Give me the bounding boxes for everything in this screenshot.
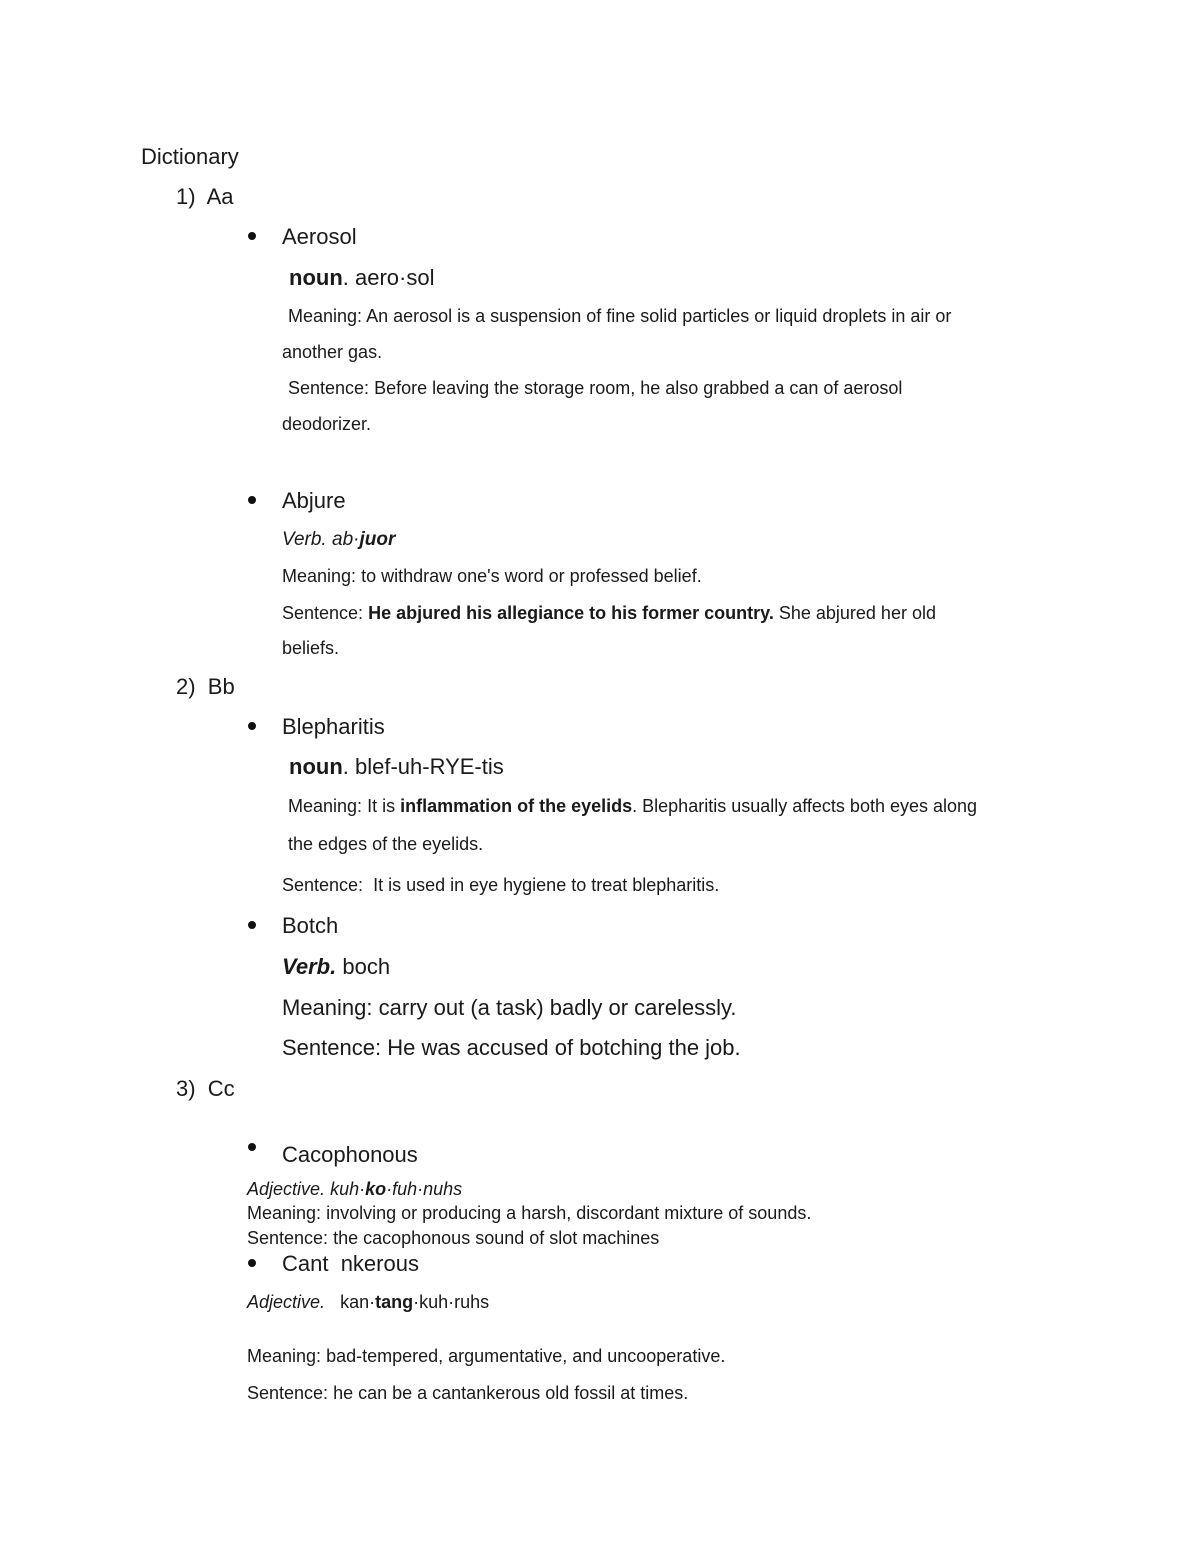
meaning-text: bad-tempered, argumentative, and uncooperative.	[326, 1346, 726, 1366]
entry-word-cacophonous: Cacophonous	[282, 1142, 418, 1167]
meaning-continuation: the edges of the eyelids.	[288, 834, 484, 854]
section-marker: 3)	[176, 1076, 196, 1101]
meaning-label: Meaning:	[288, 306, 363, 326]
entry-pos-line	[282, 529, 395, 551]
sentence-line	[247, 1228, 659, 1249]
entry-word-abjure: Abjure	[282, 488, 346, 513]
meaning-label: Meaning:	[282, 566, 357, 586]
bullet-icon	[248, 232, 256, 240]
sentence-label: Sentence:	[282, 875, 364, 895]
meaning-text-rest: . Blepharitis usually affects both eyes along	[632, 796, 978, 816]
sentence-label: Sentence:	[288, 378, 370, 398]
sentence-text: the cacophonous sound of slot machines	[333, 1228, 660, 1248]
entry-pos-line	[247, 1179, 462, 1200]
pronunciation-rest: ·kuh·ruhs	[413, 1292, 490, 1312]
meaning-line	[282, 566, 702, 587]
bullet-icon	[248, 496, 256, 504]
part-of-speech: Verb.	[282, 954, 337, 979]
meaning-line	[247, 1203, 811, 1224]
entry-pos-line	[289, 265, 434, 291]
sentence-line	[282, 1035, 741, 1061]
entry-word-aerosol: Aerosol	[282, 224, 357, 249]
sentence-continuation: deodorizer.	[282, 414, 372, 434]
sentence-line	[247, 1383, 688, 1404]
entry-pos-line	[282, 954, 390, 980]
meaning-line	[282, 995, 736, 1021]
pronunciation: kan·	[340, 1292, 376, 1312]
meaning-label: Meaning:	[288, 796, 363, 816]
sentence-text: It is used in eye hygiene to treat blepharitis.	[373, 875, 720, 895]
meaning-text: carry out (a task) badly or carelessly.	[378, 995, 737, 1020]
meaning-label: Meaning:	[247, 1346, 322, 1366]
part-of-speech: Adjective.	[247, 1179, 326, 1199]
pronunciation: aero·sol	[355, 265, 435, 290]
meaning-continuation: another gas.	[282, 342, 383, 362]
section-heading-b	[176, 674, 235, 700]
meaning-line	[288, 796, 977, 817]
bullet-icon	[248, 1259, 256, 1267]
entry-word-botch: Botch	[282, 913, 339, 938]
meaning-text: It is	[367, 796, 396, 816]
section-letter: Cc	[207, 1076, 235, 1101]
pronunciation-stress: ko	[365, 1179, 387, 1199]
section-letter: Bb	[207, 674, 235, 699]
bullet-icon	[248, 1143, 256, 1151]
sentence-bold-text: He abjured his allegiance to his former country.	[368, 603, 774, 623]
sentence-text: He was accused of botching the job.	[387, 1035, 741, 1060]
sentence-label: Sentence:	[282, 603, 364, 623]
meaning-line	[247, 1346, 725, 1367]
meaning-text: to withdraw one's word or professed belief.	[361, 566, 702, 586]
sentence-label: Sentence:	[247, 1383, 329, 1403]
sentence-line	[282, 603, 936, 624]
part-of-speech: noun	[289, 754, 343, 779]
section-marker: 2)	[176, 674, 196, 699]
document-title: Dictionary	[141, 144, 239, 169]
sentence-text: Before leaving the storage room, he also grabbed a can of aerosol	[374, 378, 903, 398]
pos-separator: .	[342, 754, 355, 779]
sentence-label: Sentence:	[247, 1228, 329, 1248]
entry-word-blepharitis: Blepharitis	[282, 714, 385, 739]
entry-pos-line	[289, 754, 504, 780]
pronunciation: blef-uh-RYE-tis	[355, 754, 504, 779]
pronunciation-stress: juor	[359, 529, 396, 550]
section-letter: Aa	[206, 184, 234, 209]
meaning-label: Meaning:	[282, 995, 373, 1020]
pronunciation: kuh·	[330, 1179, 366, 1199]
entry-pos-line	[247, 1292, 489, 1313]
meaning-text: involving or producing a harsh, discordant mixture of sounds.	[326, 1203, 812, 1223]
pronunciation-rest: ·fuh·nuhs	[386, 1179, 463, 1199]
section-marker: 1)	[176, 184, 196, 209]
sentence-continuation: beliefs.	[282, 638, 340, 658]
sentence-line	[288, 378, 902, 399]
pronunciation: boch	[342, 954, 391, 979]
meaning-bold-text: inflammation of the eyelids	[400, 796, 633, 816]
meaning-line	[288, 306, 951, 327]
bullet-icon	[248, 722, 256, 730]
sentence-line	[282, 875, 719, 896]
meaning-label: Meaning:	[247, 1203, 322, 1223]
part-of-speech: Adjective.	[247, 1292, 326, 1312]
entry-word-cantankerous: Cant nkerous	[282, 1251, 419, 1276]
bullet-icon	[248, 921, 256, 929]
meaning-text: An aerosol is a suspension of fine solid particles or liquid droplets in air or	[366, 306, 952, 326]
section-heading-a	[176, 184, 234, 210]
pos-separator: .	[342, 265, 355, 290]
sentence-text: he can be a cantankerous old fossil at times.	[333, 1383, 689, 1403]
section-heading-c	[176, 1076, 235, 1102]
pronunciation-stress: tang	[375, 1292, 414, 1312]
sentence-text: She abjured her old	[778, 603, 936, 623]
part-of-speech: noun	[289, 265, 343, 290]
part-of-speech: Verb.	[282, 529, 327, 550]
pronunciation: ab·	[332, 529, 360, 550]
sentence-label: Sentence:	[282, 1035, 382, 1060]
